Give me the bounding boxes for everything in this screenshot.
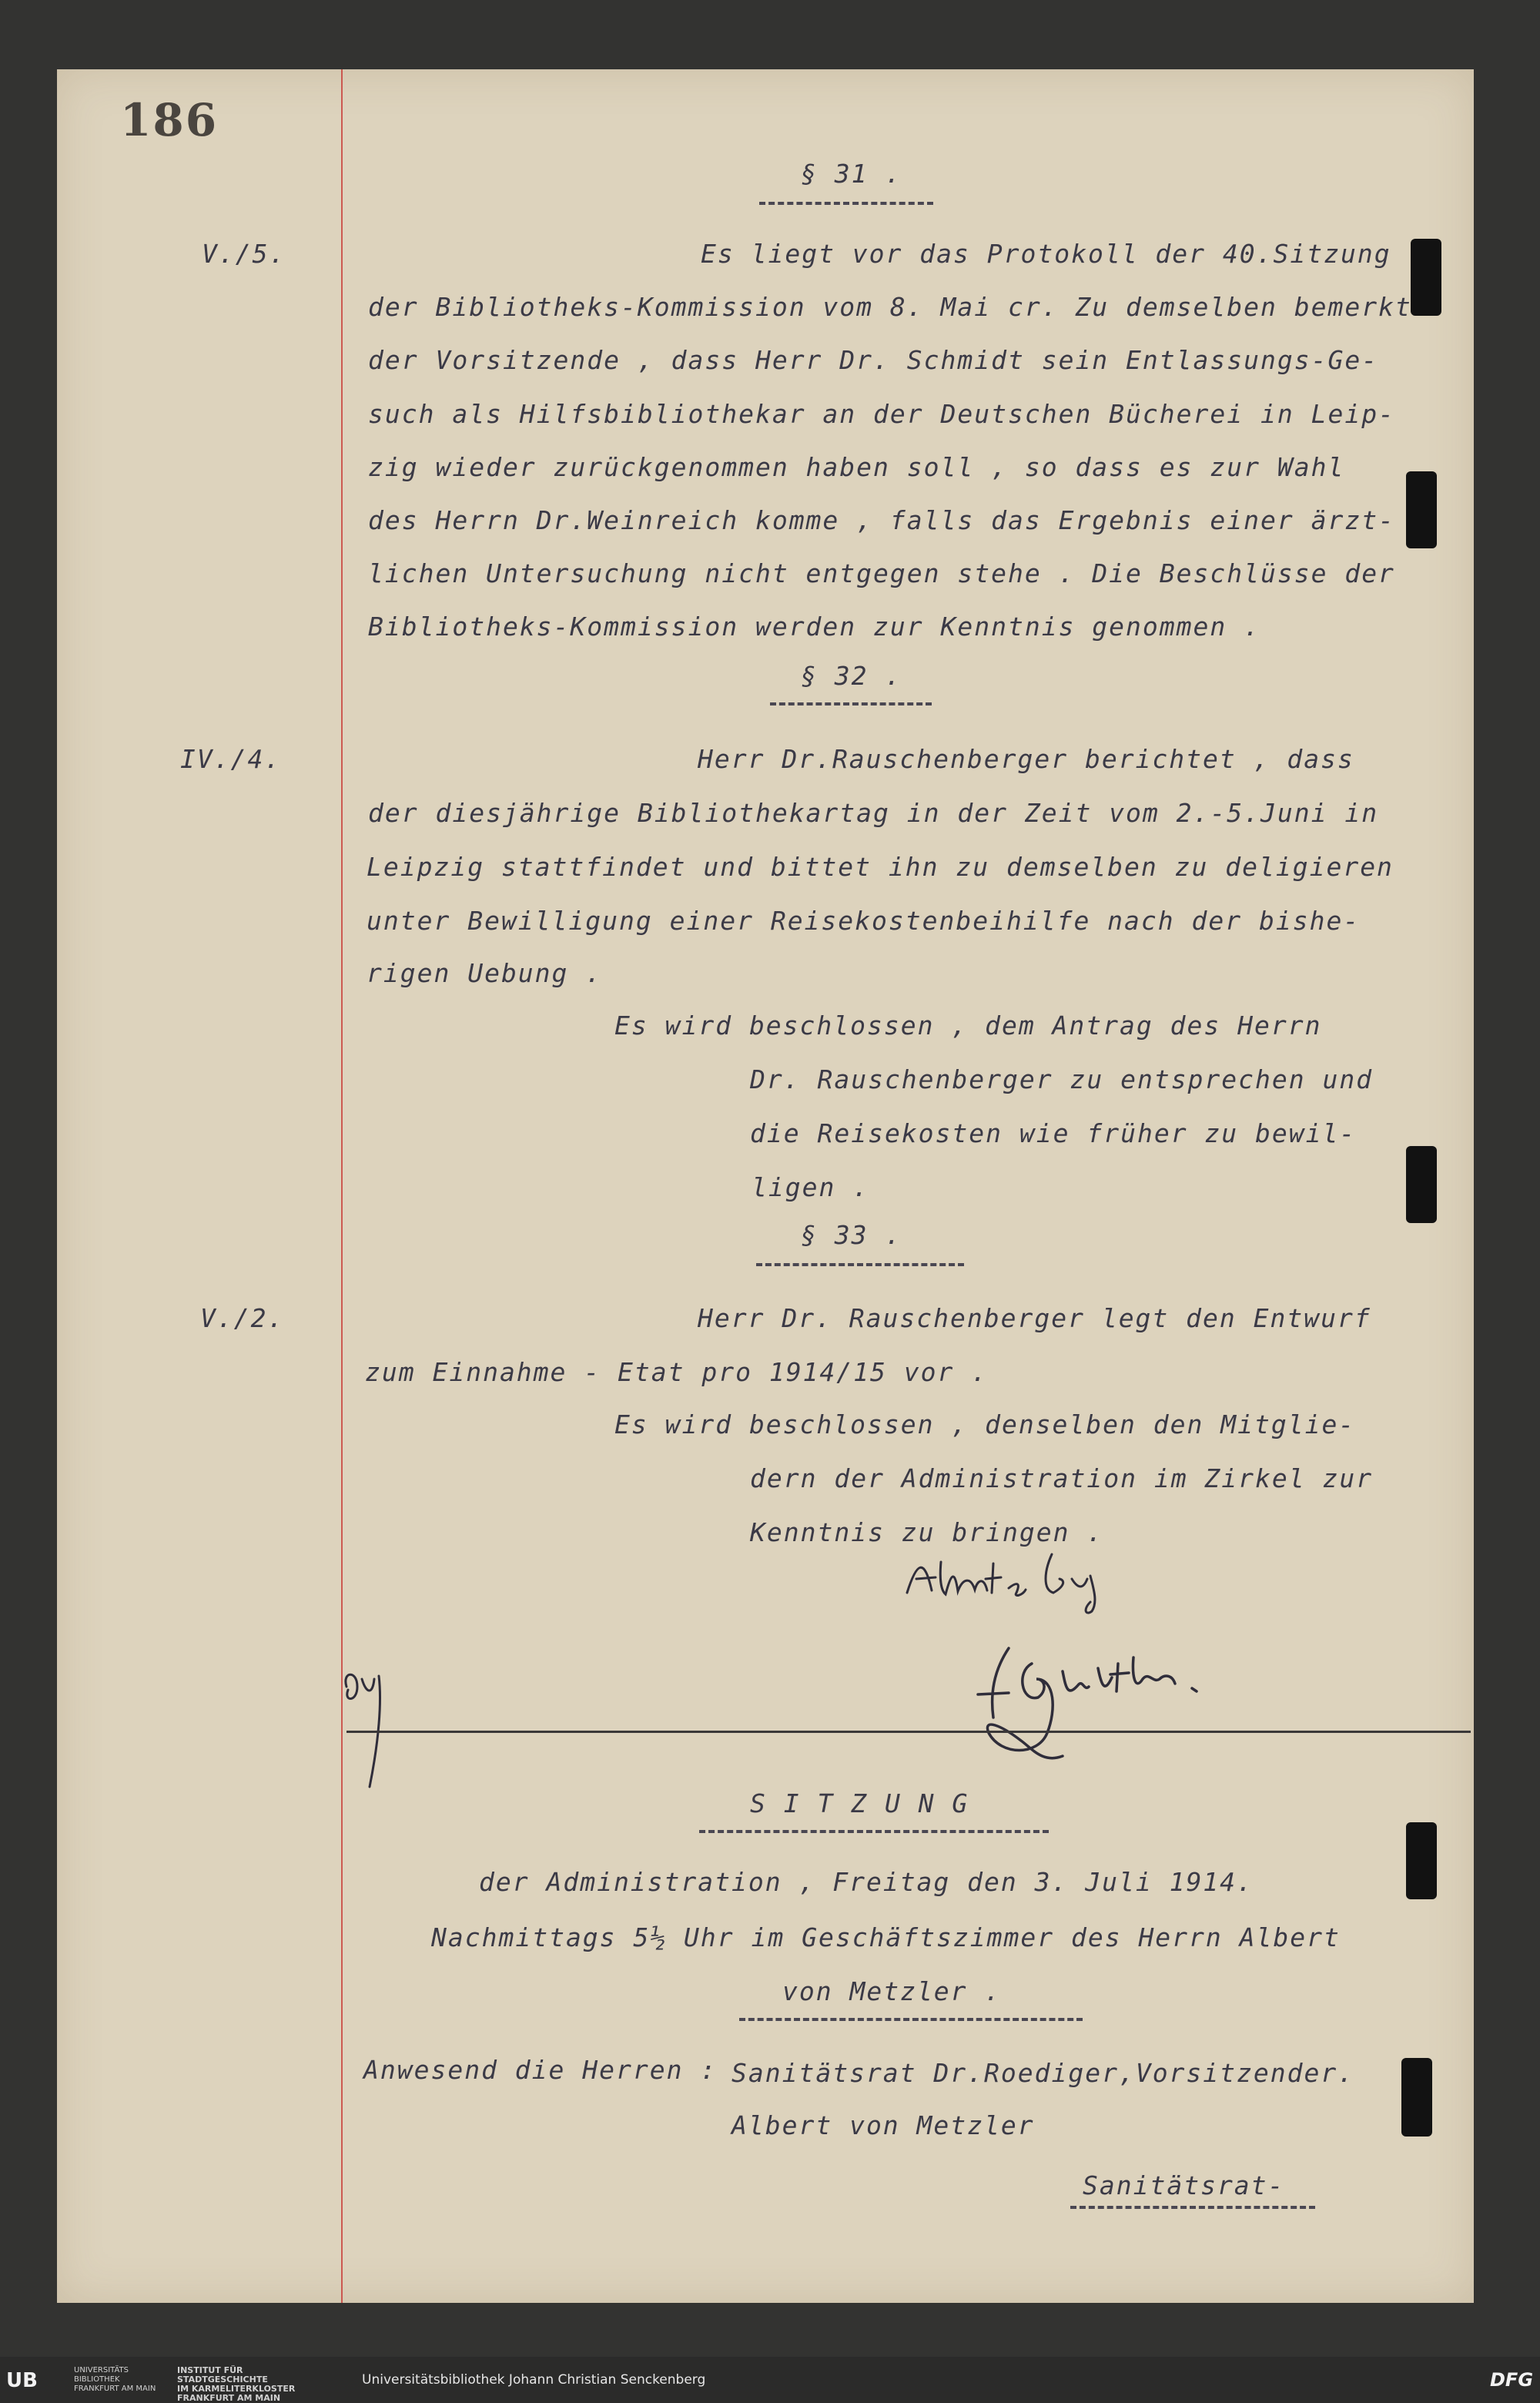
margin-reference: V./2.: [200, 1303, 285, 1333]
signature-gez: [339, 1656, 408, 1795]
session-line: Nachmittags 5½ Uhr im Geschäftszimmer des Herrn Albert: [431, 1922, 1341, 1952]
ub-logo-text: UNIVERSITÄTS BIBLIOTHEK FRANKFURT AM MAIN: [74, 2366, 156, 2393]
text-line: zig wieder zurückgenommen haben soll , so dass es zur Wahl: [368, 452, 1345, 482]
catchword-underline: [1070, 2206, 1315, 2209]
index-tab: [1406, 471, 1437, 548]
margin-reference: V./5.: [202, 239, 286, 269]
attendee: Albert von Metzler: [732, 2110, 1035, 2140]
index-tab: [1406, 1822, 1437, 1899]
index-tab: [1406, 1146, 1437, 1223]
catchword: Sanitätsrat-: [1083, 2170, 1285, 2200]
resolution-line: Es wird beschlossen , denselben den Mitglie-: [614, 1409, 1356, 1439]
text-line: rigen Uebung .: [367, 958, 603, 988]
ub-logo: UB: [6, 2369, 38, 2392]
heading-underline: [770, 702, 932, 705]
text-line: Herr Dr. Rauschenberger legt den Entwurf: [698, 1303, 1371, 1333]
text-line: Leipzig stattfindet und bittet ihn zu demselben zu deligieren: [367, 852, 1394, 882]
text-line: such als Hilfsbibliothekar an der Deutschen Bücherei in Leip-: [368, 399, 1395, 429]
library-name: Universitätsbibliothek Johann Christian Senckenberg: [362, 2372, 706, 2388]
dfg-logo: DFG: [1490, 2369, 1534, 2391]
section-heading: § 33 .: [801, 1220, 902, 1250]
resolution-line: die Reisekosten wie früher zu bewil-: [750, 1118, 1357, 1148]
heading-underline: [756, 1263, 964, 1266]
text-line: der Vorsitzende , dass Herr Dr. Schmidt sein Entlassungs-Ge-: [368, 345, 1379, 375]
text-line: des Herrn Dr.Weinreich komme , falls das Ergebnis einer ärzt-: [368, 505, 1395, 535]
session-line: der Administration , Freitag den 3. Juli 1914.: [479, 1867, 1254, 1897]
footer-bar: [0, 2357, 1540, 2403]
signature-guenther: [947, 1641, 1270, 1787]
text-line: lichen Untersuchung nicht entgegen stehe . Die Beschlüsse der: [368, 558, 1395, 588]
session-title: S I T Z U N G: [750, 1788, 969, 1818]
heading-underline: [759, 202, 933, 205]
resolution-line: Dr. Rauschenberger zu entsprechen und: [750, 1064, 1374, 1094]
page-number: 186: [120, 94, 219, 146]
resolution-line: ligen .: [752, 1172, 870, 1202]
text-line: zum Einnahme - Etat pro 1914/15 vor .: [365, 1357, 989, 1387]
text-line: unter Bewilligung einer Reisekostenbeihilfe nach der bishe-: [367, 906, 1361, 936]
index-tab: [1401, 2058, 1432, 2137]
attendee: Sanitätsrat Dr.Roediger,Vorsitzender.: [732, 2058, 1355, 2088]
resolution-line: Es wird beschlossen , dem Antrag des Herrn: [614, 1010, 1322, 1041]
index-tab: [1411, 239, 1441, 316]
text-line: Bibliotheks-Kommission werden zur Kenntnis genommen .: [368, 612, 1260, 642]
resolution-line: dern der Administration im Zirkel zur: [750, 1463, 1374, 1493]
signature-metzler: [901, 1548, 1124, 1617]
section-heading: § 32 .: [801, 661, 902, 691]
institute-logo-text: INSTITUT FÜR STADTGESCHICHTE IM KARMELITERKLOSTER FRANKFURT AM MAIN: [177, 2365, 296, 2403]
session-line: von Metzler .: [782, 1976, 1002, 2006]
resolution-line: Kenntnis zu bringen .: [750, 1517, 1104, 1547]
section-heading: § 31 .: [801, 159, 902, 189]
title-underline: [699, 1830, 1049, 1833]
text-line: Es liegt vor das Protokoll der 40.Sitzung: [701, 239, 1391, 269]
text-line: der diesjährige Bibliothekartag in der Zeit vom 2.-5.Juni in: [368, 798, 1379, 828]
session-underline: [739, 2018, 1083, 2021]
margin-reference: IV./4.: [180, 744, 282, 774]
text-line: Herr Dr.Rauschenberger berichtet , dass: [698, 744, 1354, 774]
attendance-label: Anwesend die Herren :: [363, 2055, 718, 2085]
section-separator: [346, 1731, 1471, 1733]
red-margin-line: [341, 69, 343, 2303]
text-line: der Bibliotheks-Kommission vom 8. Mai cr. Zu demselben bemerkt: [368, 292, 1412, 322]
